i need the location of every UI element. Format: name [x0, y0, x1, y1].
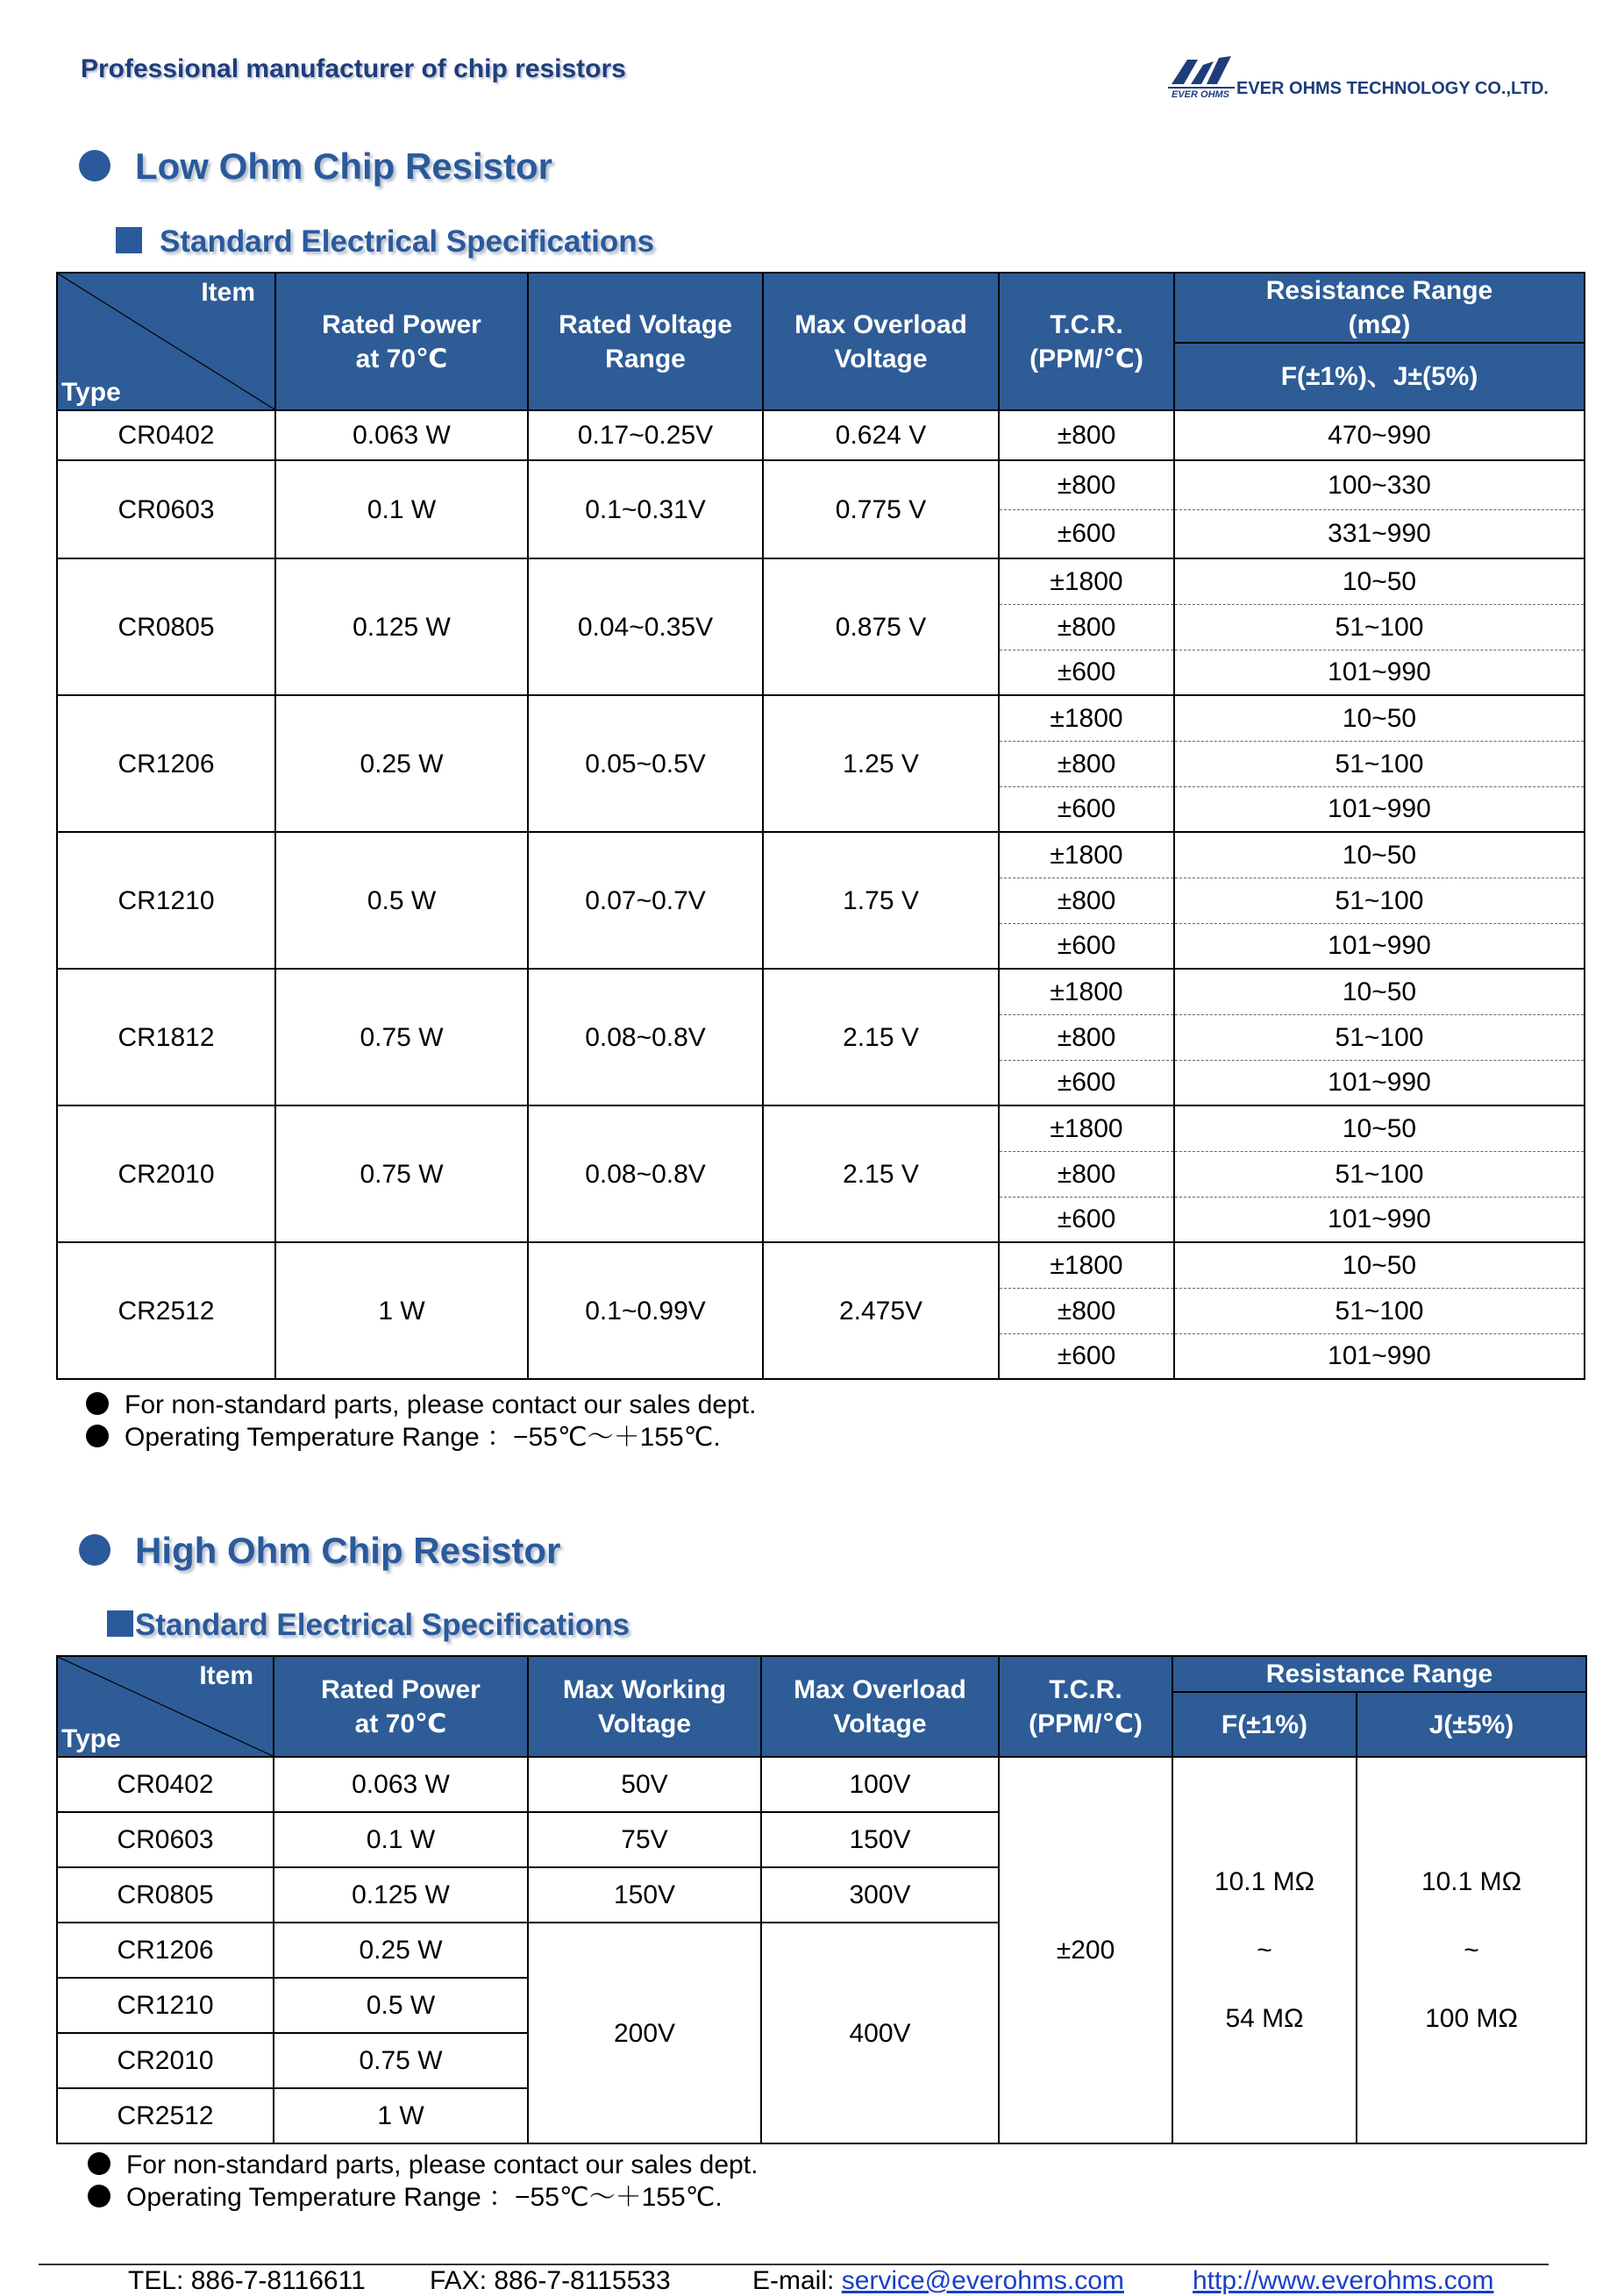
tcr-cell: ±800 — [999, 1151, 1174, 1197]
range-cell: 10~50 — [1174, 558, 1585, 604]
overload-cell: 0.624 V — [763, 410, 999, 460]
range-cell: 10~50 — [1174, 1105, 1585, 1151]
type-cell: CR0805 — [57, 558, 275, 695]
type-cell: CR1210 — [57, 1978, 274, 2033]
logo-brand-text: EVER OHMS — [1172, 89, 1230, 100]
power-cell: 0.5 W — [274, 1978, 528, 2033]
tcr-cell: ±800 — [999, 878, 1174, 923]
low-header-voltage: Rated Voltage Range — [528, 273, 763, 410]
square-bullet-icon — [107, 1610, 133, 1637]
voltage-cell: 0.17~0.25V — [528, 410, 763, 460]
type-cell: CR1206 — [57, 695, 275, 832]
footer-email — [752, 2266, 1124, 2296]
range-cell: 101~990 — [1174, 1333, 1585, 1379]
overload-cell: 100V — [761, 1757, 999, 1812]
footer-tel: TEL: 886-7-8116611 — [128, 2266, 366, 2295]
table-row — [57, 695, 1585, 741]
range-cell: 51~100 — [1174, 1288, 1585, 1333]
range-cell: 101~990 — [1174, 1060, 1585, 1105]
range-cell: 101~990 — [1174, 786, 1585, 832]
voltage-cell: 0.05~0.5V — [528, 695, 763, 832]
header-item-label: Item — [199, 1661, 253, 1690]
low-ohm-section-title: Low Ohm Chip Resistor — [79, 146, 552, 188]
high-header-power: Rated Power at 70℃ — [274, 1656, 528, 1757]
range-cell: 10~50 — [1174, 832, 1585, 878]
low-ohm-notes — [86, 1389, 756, 1454]
tcr-cell: ±1800 — [999, 1242, 1174, 1288]
high-header-overload: Max Overload Voltage — [761, 1656, 999, 1757]
high-ohm-section-title: High Ohm Chip Resistor — [79, 1530, 560, 1572]
high-header-range-f: F(±1%) — [1172, 1692, 1357, 1757]
overload-cell: 2.15 V — [763, 969, 999, 1105]
high-ohm-notes — [88, 2149, 758, 2214]
table-row — [57, 410, 1585, 460]
overload-cell: 1.75 V — [763, 832, 999, 969]
tcr-cell: ±200 — [999, 1757, 1172, 2143]
type-cell: CR0603 — [57, 1812, 274, 1867]
note-bullet-icon — [88, 2185, 110, 2207]
high-header-range: Resistance Range — [1172, 1656, 1586, 1692]
type-cell: CR0402 — [57, 1757, 274, 1812]
power-cell: 1 W — [274, 2088, 528, 2143]
power-cell: 0.25 W — [274, 1923, 528, 1978]
section-bullet-icon — [79, 150, 110, 181]
note-item: For non-standard parts, please contact our sales dept. — [88, 2149, 758, 2181]
power-cell: 0.5 W — [275, 832, 528, 969]
low-ohm-spec-table — [56, 272, 1585, 1380]
overload-cell: 150V — [761, 1812, 999, 1867]
voltage-cell: 150V — [528, 1867, 761, 1923]
table-row — [57, 558, 1585, 604]
range-j-cell: 10.1 MΩ ~ 100 MΩ — [1357, 1757, 1586, 2143]
note-bullet-icon — [86, 1392, 109, 1415]
power-cell: 0.1 W — [275, 460, 528, 558]
tcr-cell: ±800 — [999, 410, 1174, 460]
high-ohm-subtitle: Standard Electrical Specifications — [107, 1608, 630, 1643]
table-row — [57, 1105, 1585, 1151]
low-ohm-subtitle: Standard Electrical Specifications — [116, 224, 654, 259]
power-cell: 0.75 W — [275, 969, 528, 1105]
table-row — [57, 460, 1585, 509]
high-header-item-type — [57, 1656, 274, 1757]
overload-cell: 300V — [761, 1867, 999, 1923]
footer-website — [1193, 2266, 1493, 2296]
low-header-item-type — [57, 273, 275, 410]
range-cell: 10~50 — [1174, 969, 1585, 1014]
footer-fax: FAX: 886-7-8115533 — [430, 2266, 671, 2295]
low-header-range-sub: F(±1%)、J±(5%) — [1174, 343, 1585, 410]
low-header-tcr: T.C.R. (PPM/℃) — [999, 273, 1174, 410]
voltage-cell: 0.07~0.7V — [528, 832, 763, 969]
type-cell: CR2512 — [57, 2088, 274, 2143]
section-bullet-icon — [79, 1534, 110, 1566]
website-link[interactable]: http://www.everohms.com — [1193, 2266, 1494, 2295]
tcr-cell: ±800 — [999, 460, 1174, 509]
square-bullet-icon — [116, 227, 142, 253]
range-cell: 101~990 — [1174, 923, 1585, 969]
header-type-label: Type — [61, 1724, 121, 1753]
overload-cell: 1.25 V — [763, 695, 999, 832]
table-row — [57, 1242, 1585, 1288]
low-header-overload: Max Overload Voltage — [763, 273, 999, 410]
tcr-cell: ±1800 — [999, 832, 1174, 878]
power-cell: 0.75 W — [275, 1105, 528, 1242]
tcr-cell: ±800 — [999, 1288, 1174, 1333]
table-row — [57, 969, 1585, 1014]
voltage-cell: 0.08~0.8V — [528, 1105, 763, 1242]
note-item: For non-standard parts, please contact our sales dept. — [86, 1389, 756, 1421]
header-item-label: Item — [201, 278, 255, 307]
power-cell: 0.125 W — [274, 1867, 528, 1923]
type-cell: CR0603 — [57, 460, 275, 558]
tcr-cell: ±1800 — [999, 695, 1174, 741]
overload-cell: 400V — [761, 1923, 999, 2143]
power-cell: 1 W — [275, 1242, 528, 1379]
footer-divider — [39, 2264, 1549, 2265]
overload-cell: 0.775 V — [763, 460, 999, 558]
type-cell: CR2010 — [57, 2033, 274, 2088]
note-item: Operating Temperature Range ：−55℃～＋155℃. — [86, 1421, 756, 1454]
range-cell: 331~990 — [1174, 509, 1585, 558]
voltage-cell: 0.1~0.99V — [528, 1242, 763, 1379]
high-ohm-spec-table — [56, 1655, 1587, 2144]
range-cell: 51~100 — [1174, 878, 1585, 923]
overload-cell: 2.15 V — [763, 1105, 999, 1242]
range-f-cell: 10.1 MΩ ~ 54 MΩ — [1172, 1757, 1357, 2143]
high-header-range-j: J(±5%) — [1357, 1692, 1586, 1757]
power-cell: 0.1 W — [274, 1812, 528, 1867]
range-cell: 51~100 — [1174, 1151, 1585, 1197]
type-cell: CR0402 — [57, 410, 275, 460]
tcr-cell: ±600 — [999, 1197, 1174, 1242]
range-cell: 10~50 — [1174, 695, 1585, 741]
range-cell: 100~330 — [1174, 460, 1585, 509]
overload-cell: 2.475V — [763, 1242, 999, 1379]
range-cell: 10~50 — [1174, 1242, 1585, 1288]
tcr-cell: ±1800 — [999, 558, 1174, 604]
tcr-cell: ±600 — [999, 786, 1174, 832]
type-cell: CR1210 — [57, 832, 275, 969]
voltage-cell: 0.08~0.8V — [528, 969, 763, 1105]
power-cell: 0.063 W — [275, 410, 528, 460]
tcr-cell: ±1800 — [999, 969, 1174, 1014]
power-cell: 0.063 W — [274, 1757, 528, 1812]
high-header-tcr: T.C.R. (PPM/℃) — [999, 1656, 1172, 1757]
voltage-cell: 0.04~0.35V — [528, 558, 763, 695]
tcr-cell: ±800 — [999, 1014, 1174, 1060]
range-cell: 51~100 — [1174, 741, 1585, 786]
tcr-cell: ±1800 — [999, 1105, 1174, 1151]
voltage-cell: 0.1~0.31V — [528, 460, 763, 558]
tcr-cell: ±600 — [999, 1333, 1174, 1379]
range-cell: 101~990 — [1174, 650, 1585, 695]
tcr-cell: ±600 — [999, 509, 1174, 558]
type-cell: CR2512 — [57, 1242, 275, 1379]
header-type-label: Type — [61, 378, 121, 407]
voltage-cell: 200V — [528, 1923, 761, 2143]
low-header-power: Rated Power at 70℃ — [275, 273, 528, 410]
high-header-voltage: Max Working Voltage — [528, 1656, 761, 1757]
tcr-cell: ±800 — [999, 604, 1174, 650]
power-cell: 0.75 W — [274, 2033, 528, 2088]
range-cell: 51~100 — [1174, 1014, 1585, 1060]
type-cell: CR1206 — [57, 1923, 274, 1978]
range-cell: 101~990 — [1174, 1197, 1585, 1242]
low-header-range: Resistance Range (mΩ) — [1174, 273, 1585, 343]
note-item: Operating Temperature Range ：−55℃～＋155℃. — [88, 2181, 758, 2214]
power-cell: 0.125 W — [275, 558, 528, 695]
overload-cell: 0.875 V — [763, 558, 999, 695]
table-row — [57, 1757, 1586, 1812]
power-cell: 0.25 W — [275, 695, 528, 832]
range-cell: 51~100 — [1174, 604, 1585, 650]
type-cell: CR2010 — [57, 1105, 275, 1242]
tcr-cell: ±800 — [999, 741, 1174, 786]
note-bullet-icon — [88, 2152, 110, 2175]
company-name: EVER OHMS TECHNOLOGY CO.,LTD. — [1236, 79, 1549, 98]
tagline: Professional manufacturer of chip resistors — [81, 54, 626, 83]
type-cell: CR0805 — [57, 1867, 274, 1923]
tcr-cell: ±600 — [999, 650, 1174, 695]
voltage-cell: 50V — [528, 1757, 761, 1812]
voltage-cell: 75V — [528, 1812, 761, 1867]
range-cell: 470~990 — [1174, 410, 1585, 460]
email-link[interactable]: service@everohms.com — [841, 2266, 1124, 2295]
table-row — [57, 832, 1585, 878]
type-cell: CR1812 — [57, 969, 275, 1105]
tcr-cell: ±600 — [999, 1060, 1174, 1105]
tcr-cell: ±600 — [999, 923, 1174, 969]
note-bullet-icon — [86, 1425, 109, 1447]
footer-email-label: E-mail: — [752, 2266, 842, 2295]
